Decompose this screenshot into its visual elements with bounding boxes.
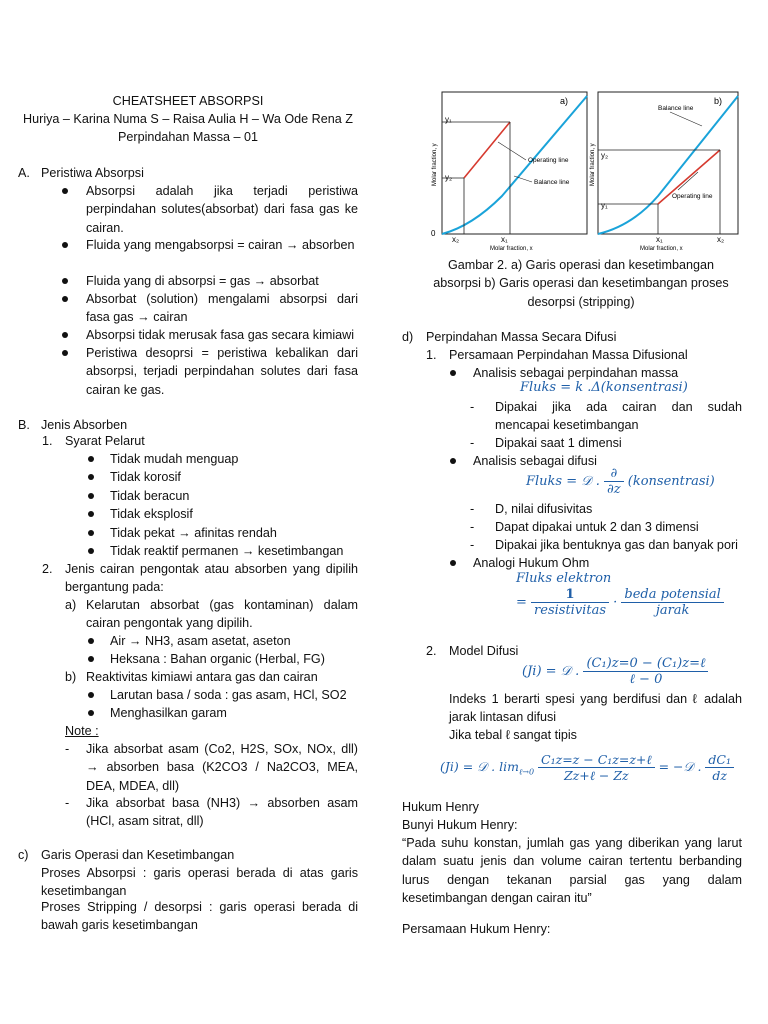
note-item: Dipakai jika ada cairan dan sudah mencapai kesetimbangan — [495, 400, 742, 433]
eq3-top: Fluks elektron — [516, 571, 612, 586]
bullet — [88, 650, 94, 668]
x1-label-a: x₁ — [501, 235, 508, 244]
list-item: Larutan basa / soda : gas asam, HCl, SO2 — [110, 688, 347, 702]
list-item: Tidak korosif — [110, 470, 181, 484]
note-item: Dipakai saat 1 dimensi — [495, 436, 622, 450]
pointer-balance-b — [670, 112, 702, 126]
sub-marker: 1. — [42, 434, 53, 448]
eq2-left: Fluks = 𝒟 . — [526, 474, 600, 489]
list-item: Absorbat (solution) mengalami absorpsi dari fasa gas → cairan — [86, 292, 358, 325]
dash: - — [65, 742, 70, 756]
balance-line-label-b: Balance line — [658, 105, 694, 112]
zero-label-a: 0 — [431, 229, 436, 238]
list-item: Analogi Hukum Ohm — [473, 556, 590, 570]
eq2-right: (konsentrasi) — [627, 474, 715, 489]
equation-ohm — [516, 587, 724, 618]
list-item: Fluida yang di absorpsi = gas → absorbat — [86, 274, 319, 288]
sub-marker: 2. — [426, 644, 437, 658]
section-c-title: Garis Operasi dan Kesetimbangan — [41, 848, 235, 862]
x-axis-label-a: Molar fraction, x — [490, 246, 533, 252]
paragraph: Proses Stripping / desorpsi : garis operasi berada di bawah garis kesetimbangan — [41, 900, 358, 933]
eq4-den: ℓ − 0 — [629, 672, 663, 687]
pointer-operating-b — [678, 172, 698, 190]
eq3-num2: beda potensial — [621, 587, 723, 603]
list-item: Peristiwa desoprsi = peristiwa kebalikan dari absorpsi, terjadi perpindahan solutes dari fasa cairan ke gas. — [86, 346, 358, 397]
bullet — [62, 236, 68, 254]
section-a-marker: A. — [18, 166, 30, 180]
y1-label-b: y₁ — [601, 201, 608, 210]
list-item: Absorpsi tidak merusak fasa gas secara kimiawi — [86, 328, 355, 342]
henry-quote: “Pada suhu konstan, jumlah gas yang diberikan yang larut dalam suatu jenis dan volume cairan tertentu berbanding lurus dengan tekanan parsial gas yang dalam kesetimbangan dengan cairan itu” — [402, 836, 742, 906]
list-item: Air → NH3, asam asetat, aseton — [110, 634, 291, 648]
bullet — [88, 487, 94, 505]
pointer-operating-a — [498, 142, 526, 160]
equation-limit — [440, 752, 734, 783]
figure-panels — [402, 86, 746, 256]
dash: - — [470, 520, 475, 534]
panel-b — [598, 96, 738, 234]
bullet — [62, 344, 68, 362]
panel-b-frame — [598, 92, 738, 234]
dash: - — [470, 400, 475, 414]
doc-authors: Huriya – Karina Numa S – Raisa Aulia H – Wa Ode Rena Z — [23, 112, 353, 126]
list-item: Absorpsi adalah jika terjadi peristiwa perpindahan solutes(absorbat) dari fasa gas ke cairan. — [86, 184, 358, 235]
dash: - — [470, 538, 475, 552]
bullet — [88, 468, 94, 486]
section-c-marker: c) — [18, 848, 29, 862]
paragraph: Indeks 1 berarti spesi yang berdifusi dan ℓ adalah jarak lintasan difusi — [449, 692, 742, 725]
eq4-left: (Ji) = 𝒟 . — [522, 664, 580, 679]
equation-model-difusi — [522, 656, 708, 687]
sub-title: Kelarutan absorbat (gas kontaminan) dalam cairan pengontak yang dipilih. — [86, 598, 358, 631]
list-item: Tidak mudah menguap — [110, 452, 239, 466]
note-item: Jika absorbat asam (Co2, H2S, SOx, NOx, dll) → absorben basa (K2CO3 / Na2CO3, MEA, DEA, MDEA, dll) — [86, 742, 358, 793]
figure-caption: Gambar 2. a) Garis operasi dan kesetimbangan absorpsi b) Garis operasi dan kesetimbangan proses desorpsi (stripping) — [433, 258, 729, 309]
x2-label-b: x₂ — [717, 235, 725, 244]
bullet — [88, 632, 94, 650]
equation-fluks-difusi — [526, 466, 715, 497]
paragraph: Jika tebal ℓ sangat tipis — [449, 728, 577, 742]
bullet — [450, 554, 456, 572]
sub-marker: 2. — [42, 562, 53, 576]
bullet — [450, 364, 456, 382]
sub-title: Reaktivitas kimiawi antara gas dan cairan — [86, 670, 318, 684]
list-item: Analisis sebagai difusi — [473, 454, 597, 468]
note-label: Note : — [65, 724, 99, 738]
panel-a-label: a) — [560, 96, 569, 106]
eq5-num2: dC₁ — [705, 752, 734, 768]
eq2-num: ∂ — [604, 466, 624, 482]
list-item: Tidak eksplosif — [110, 507, 193, 521]
note-item: D, nilai difusivitas — [495, 502, 593, 516]
eq5-den2: dz — [712, 768, 727, 783]
equation-fluks-massa: Fluks = k .Δ(konsentrasi) — [520, 380, 688, 395]
bullet — [62, 290, 68, 308]
bullet — [88, 505, 94, 523]
y2-label-b: y₂ — [601, 151, 609, 160]
section-a-title: Peristiwa Absorpsi — [41, 166, 144, 180]
eq3-eq: = — [516, 595, 527, 610]
list-item: Menghasilkan garam — [110, 706, 227, 720]
dash: - — [470, 436, 475, 450]
bullet — [88, 450, 94, 468]
section-d-marker: d) — [402, 330, 414, 344]
panel-a — [442, 96, 587, 234]
balance-line-b — [598, 96, 738, 234]
eq5-left: (Ji) = 𝒟 . lim — [440, 759, 519, 774]
note-item: Jika absorbat basa (NH3) → absorben asam (HCl, asam sitrat, dll) — [86, 796, 358, 829]
bullet — [450, 452, 456, 470]
dash: - — [470, 502, 475, 516]
y-axis-label-b: Molar fraction, y — [590, 143, 596, 186]
doc-title: CHEATSHEET ABSORPSI — [112, 94, 264, 108]
bullet — [88, 542, 94, 560]
note-item: Dapat dipakai untuk 2 dan 3 dimensi — [495, 520, 699, 534]
operating-line-label-a: Operating line — [528, 157, 569, 164]
henry-bunyi: Bunyi Hukum Henry: — [402, 818, 518, 832]
bullet — [62, 182, 68, 200]
y1-label-a: y₁ — [445, 115, 452, 124]
eq5-mid: = −𝒟 . — [658, 759, 702, 774]
sub-title: Jenis cairan pengontak atau absorben yang dipilih bergantung pada: — [65, 562, 358, 595]
henry-title: Hukum Henry — [402, 800, 479, 814]
bullet — [88, 524, 94, 542]
section-b-title: Jenis Absorben — [41, 418, 128, 432]
eq4-num: (C₁)z=0 − (C₁)z=ℓ — [583, 656, 708, 672]
eq2-den: ∂z — [607, 482, 621, 497]
eq3-num1: 1 — [531, 587, 609, 603]
bullet — [88, 686, 94, 704]
bullet — [88, 704, 94, 722]
list-item: Heksana : Bahan organic (Herbal, FG) — [110, 652, 325, 666]
eq5-num: C₁z=z − C₁z=z+ℓ — [538, 752, 655, 768]
dash: - — [65, 796, 70, 810]
bullet — [62, 326, 68, 344]
eq5-lim: ℓ→0 — [518, 767, 535, 777]
sub-marker: 1. — [426, 348, 437, 362]
panel-b-label: b) — [714, 96, 723, 106]
list-item: Tidak beracun — [110, 489, 190, 503]
eq3-dot: · — [613, 595, 618, 610]
henry-persamaan: Persamaan Hukum Henry: — [402, 922, 551, 936]
section-b-marker: B. — [18, 418, 30, 432]
eq3-den2: jarak — [655, 603, 690, 618]
list-item: Tidak reaktif permanen → kesetimbangan — [110, 544, 344, 558]
paragraph: Proses Absorpsi : garis operasi berada di atas garis kesetimbangan — [41, 866, 358, 899]
bullet — [62, 272, 68, 290]
sub-marker: b) — [65, 670, 77, 684]
x-axis-label-b: Molar fraction, x — [640, 246, 683, 252]
balance-line-label-a: Balance line — [534, 179, 570, 186]
section-d-title: Perpindahan Massa Secara Difusi — [426, 330, 617, 344]
sub-title: Persamaan Perpindahan Massa Difusional — [449, 348, 688, 362]
x1-label-b: x₁ — [656, 235, 663, 244]
y2-label-a: y₂ — [445, 173, 453, 182]
eq5-den: Zz+ℓ − Zz — [563, 768, 629, 783]
sub-title: Syarat Pelarut — [65, 434, 145, 448]
sub-marker: a) — [65, 598, 77, 612]
operating-line-a — [464, 122, 510, 178]
list-item: Fluida yang mengabsorpsi = cairan → absorben — [86, 238, 355, 252]
sub-title: Model Difusi — [449, 644, 519, 658]
x2-label-a: x₂ — [452, 235, 460, 244]
eq3-den1: resistivitas — [534, 603, 606, 618]
doc-course: Perpindahan Massa – 01 — [117, 130, 259, 144]
list-item: Analisis sebagai perpindahan massa — [473, 366, 679, 380]
operating-line-label-b: Operating line — [672, 193, 713, 200]
note-item: Dipakai jika bentuknya gas dan banyak pori — [495, 538, 738, 552]
y-axis-label-a: Molar fraction, y — [432, 143, 438, 186]
list-item: Tidak pekat → afinitas rendah — [110, 526, 277, 540]
